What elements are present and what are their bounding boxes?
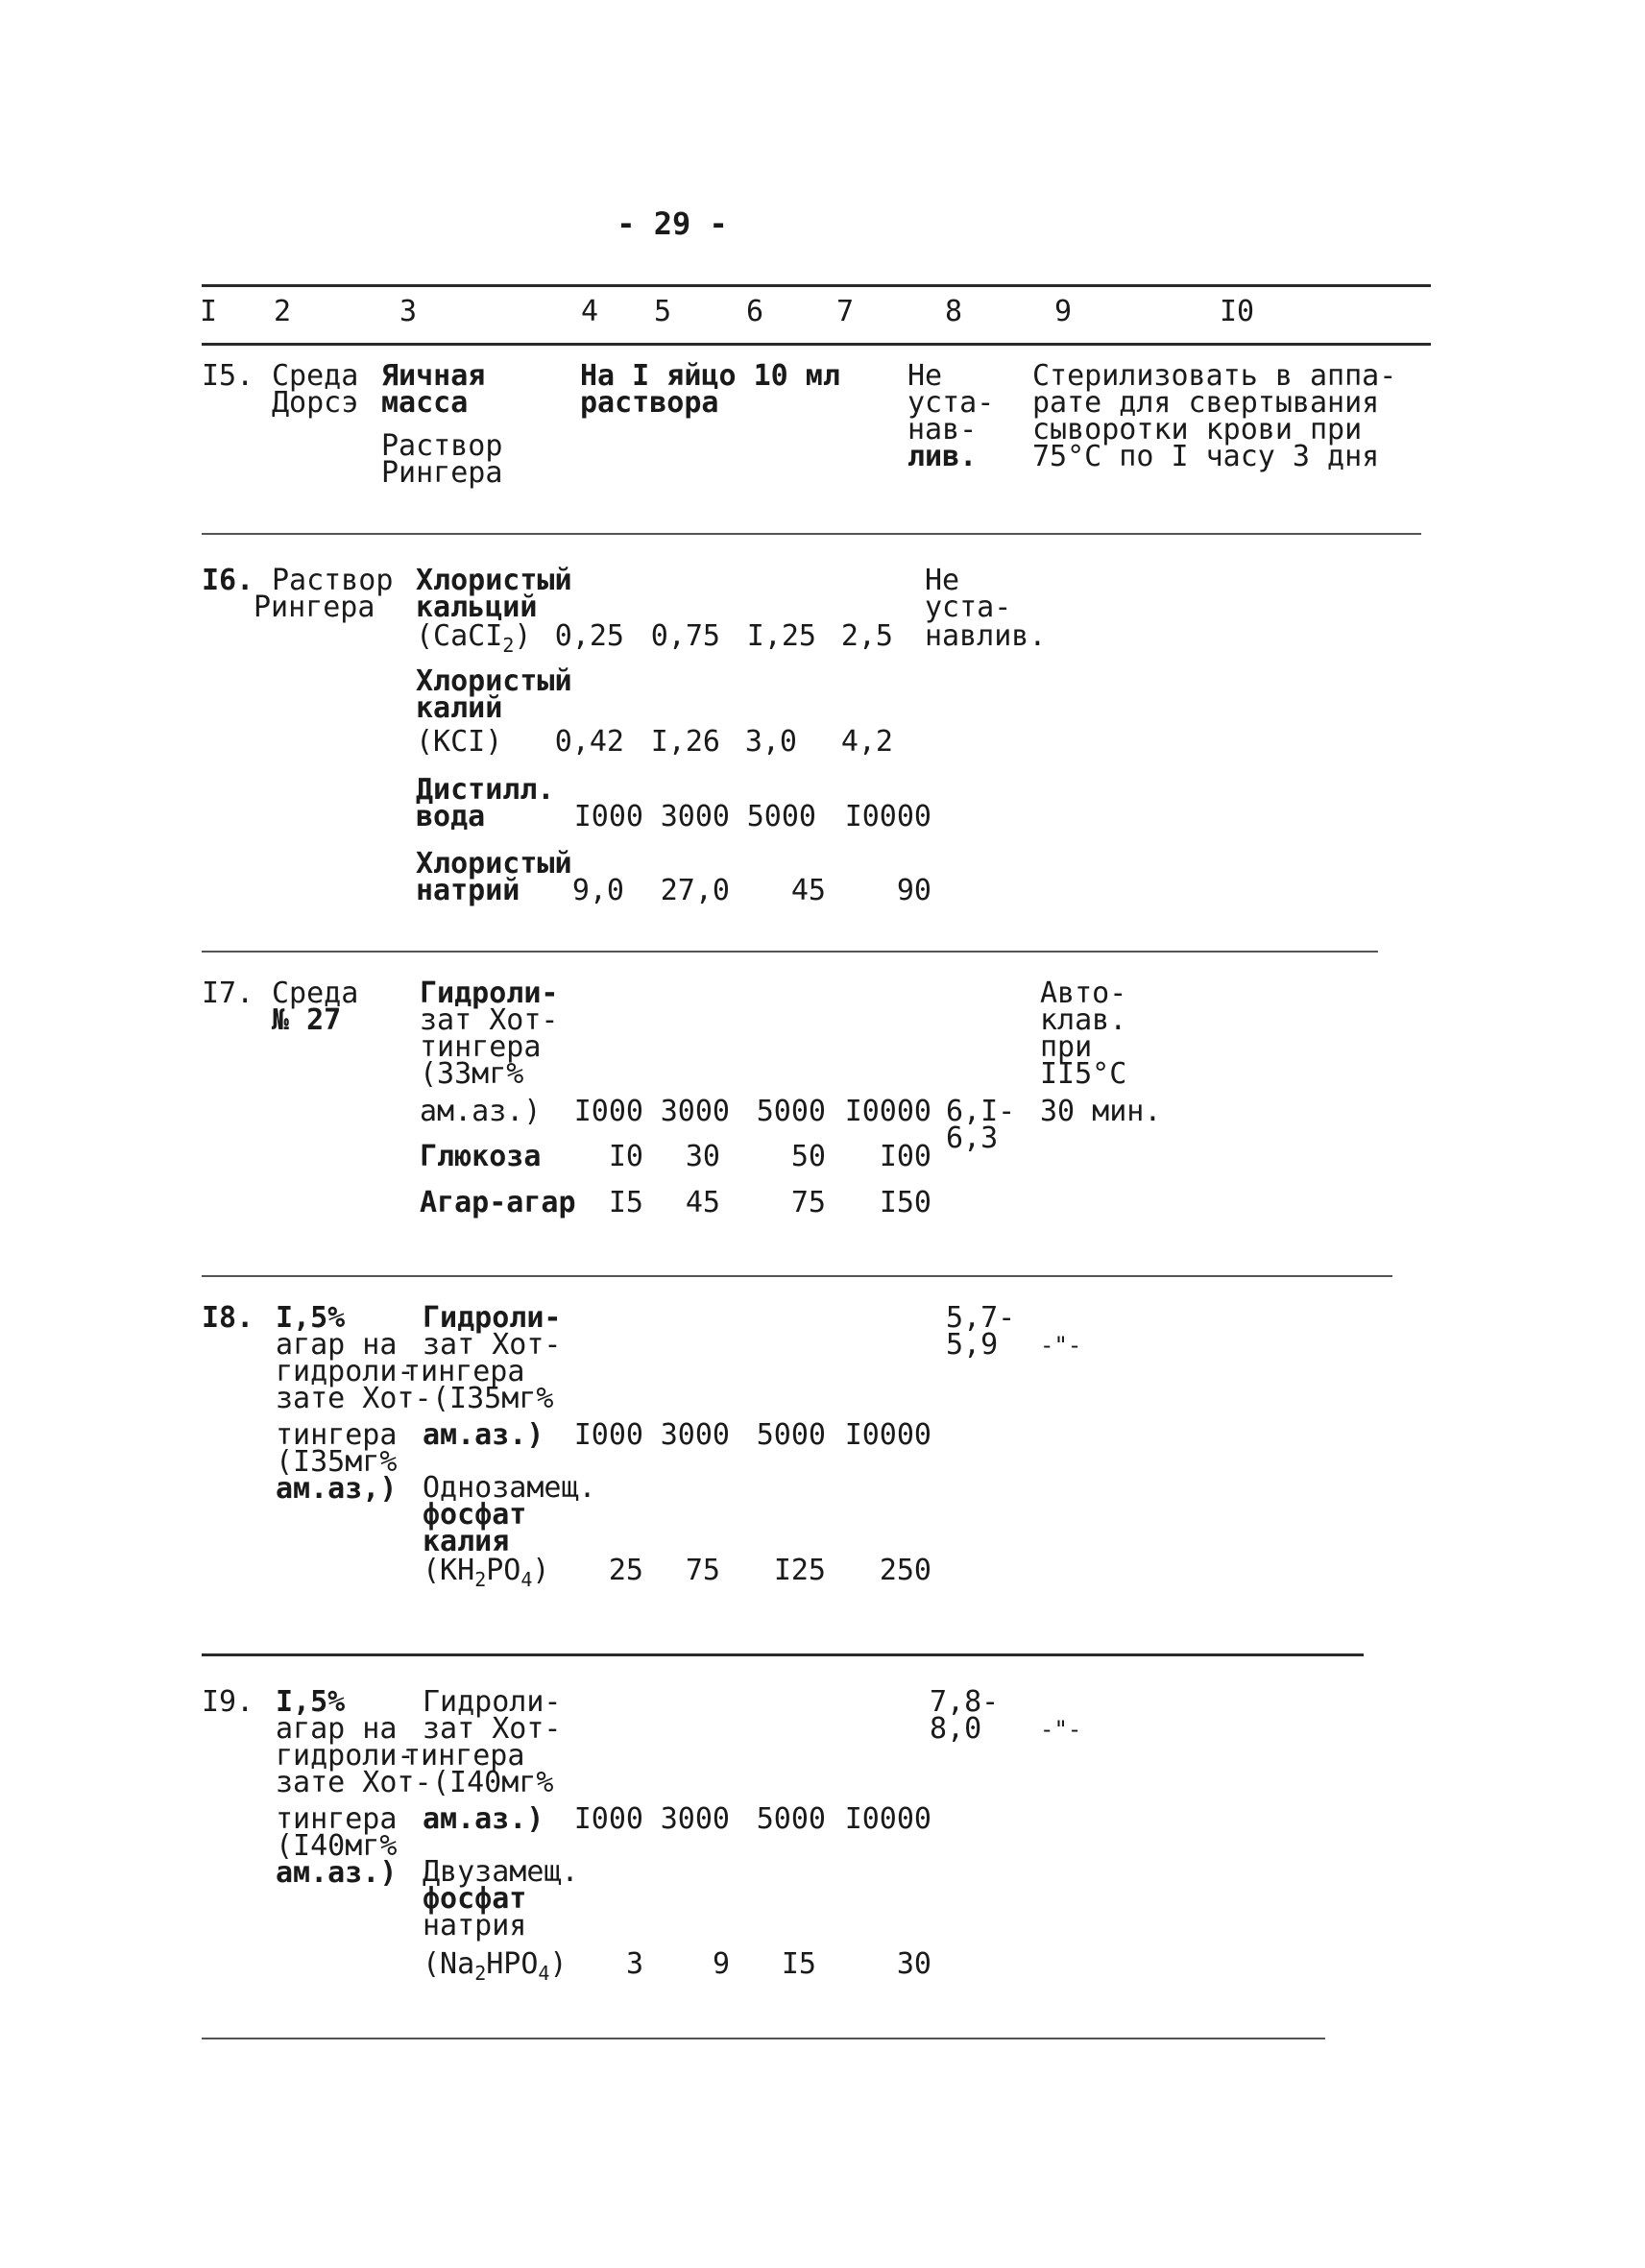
ingredient-line: (I35мг% [432,1382,554,1415]
sterilization-note: Авто- [1040,977,1127,1010]
row-divider [202,1653,1364,1656]
ingredient-formula: $(KH_2PO_4)$ [423,1554,550,1591]
amount-value: 0,75 [650,619,720,653]
ingredient-line: (I40мг% [432,1766,554,1799]
ingredient-line: натрий [416,874,520,907]
col-header: 7 [835,295,855,328]
row-number: I9. [202,1685,254,1719]
ingredient-line: Раствор [381,429,503,463]
amount-value: 3000 [660,1418,730,1452]
medium-name-line: агар на [276,1712,398,1746]
medium-name-line: Рингера [254,591,375,624]
medium-name-line: (I35мг% [276,1445,398,1479]
ingredient-line: ам.аз.) [423,1418,544,1452]
medium-name-line: № 27 [272,1003,342,1037]
row-divider [202,1275,1392,1277]
amount-value: I25 [773,1554,826,1587]
amount-value: I0 [608,1140,643,1173]
col-header: I0 [1219,295,1255,328]
amount-value: 45 [685,1186,720,1219]
amount-value: I0000 [844,1802,931,1836]
ingredient-line: Глюкоза [420,1140,542,1173]
col-header: 3 [399,295,418,328]
amount-value: 5000 [756,1802,826,1836]
ph-value: навлив. [925,619,1047,653]
amount-value: 0,42 [554,725,624,759]
medium-name-line: ам.аз,) [276,1472,398,1506]
ingredient-line: Гидроли- [423,1685,562,1719]
ingredient-line: тингера [420,1030,542,1064]
medium-name-line: Среда [272,359,359,393]
row-number: I7. [202,977,254,1010]
amount-value: I000 [573,800,643,833]
amount-value: I000 [573,1802,643,1836]
amount-value: I000 [573,1418,643,1452]
ingredient-line: Хлористый [416,847,572,881]
col-header: 4 [580,295,599,328]
amount-value: 3,0 [744,725,797,759]
ph-value: 7,8- [930,1685,1000,1719]
amount-value: I00 [879,1140,931,1173]
sterilization-note: рате для свертывания [1032,386,1380,420]
ph-value: 5,9 [946,1328,999,1362]
medium-name-line: I,5% [276,1685,346,1719]
amount-value: 2,5 [840,619,893,653]
ingredient-line: Агар-агар [420,1186,576,1219]
page-number: - 29 - [617,205,728,242]
medium-name-line: агар на [276,1328,398,1362]
medium-name-line: I,5% [276,1301,346,1335]
ph-value: уста- [925,591,1012,624]
medium-name-line: тингера [276,1802,398,1836]
ingredient-line: вода [416,800,486,833]
ingredient-line: (33мг% [420,1057,524,1091]
amount-value: 3000 [660,1802,730,1836]
header-bottom-rule [202,343,1431,346]
medium-name-line: гидроли- [276,1355,415,1388]
col-header: I [199,295,218,328]
table-bottom-rule [202,2038,1325,2039]
amount-note: раствора [580,386,719,420]
ingredient-line: фосфат [423,1498,527,1532]
sterilization-note: Стерилизовать в аппа- [1032,359,1397,393]
amount-value: 250 [879,1554,931,1587]
ingredient-line: калия [423,1525,510,1558]
ph-value: 8,0 [930,1712,982,1746]
medium-name-line: гидроли- [276,1739,415,1773]
amount-value: 75 [685,1554,720,1587]
sterilization-note: сыворотки крови при [1032,413,1363,446]
amount-value: I0000 [844,1095,931,1128]
amount-value: 30 [685,1140,720,1173]
ditto-mark: -"- [1040,1332,1082,1359]
ingredient-line: зат Хот- [420,1003,559,1037]
amount-value: 5000 [756,1418,826,1452]
ingredient-line: Рингера [381,456,503,490]
ingredient-line: Дистилл. [416,773,555,807]
col-header: 6 [745,295,764,328]
ingredient-line: Гидроли- [423,1301,562,1335]
amount-value: 45 [790,874,826,907]
row-number: I6. [202,564,254,597]
ph-value: Не [925,564,960,597]
ingredient-line: тингера [403,1739,525,1773]
ingredient-line: Хлористый [416,564,572,597]
amount-value: 90 [896,874,931,907]
col-header: 2 [273,295,292,328]
ingredient-line: Двузамещ. [423,1855,579,1889]
ingredient-line: кальций [416,591,538,624]
row-divider [202,951,1378,953]
ingredient-line: тингера [403,1355,525,1388]
medium-name-line: зате Хот- [276,1766,432,1799]
ph-value: 6,3 [946,1122,999,1155]
ph-value: нав- [907,413,978,446]
amount-value: I5 [608,1186,643,1219]
sterilization-note: 75°С по I часу 3 дня [1032,440,1380,473]
ingredient-line: Гидроли- [420,977,559,1010]
ph-value: 5,7- [946,1301,1016,1335]
sterilization-note: клав. [1040,1003,1127,1037]
medium-name-line: (I40мг% [276,1829,398,1863]
amount-value: 50 [790,1140,826,1173]
ph-value: уста- [907,386,995,420]
amount-value: I0000 [844,800,931,833]
ingredient-formula: $(Na_2HPO_4)$ [423,1947,568,1985]
col-header: 9 [1053,295,1073,328]
ingredient-line: Яичная [381,359,486,393]
ph-value: Не [907,359,943,393]
col-header: 8 [944,295,963,328]
ingredient-line: зат Хот- [423,1328,562,1362]
medium-name-line: зате Хот- [276,1382,432,1415]
medium-name-line: ам.аз.) [276,1856,398,1890]
amount-value: 3 [625,1947,643,1981]
ingredient-line: зат Хот- [423,1712,562,1746]
ingredient-line: Хлористый [416,664,572,698]
amount-value: 9,0 [571,874,624,907]
ph-value: лив. [907,440,978,473]
amount-value: 27,0 [660,874,730,907]
amount-value: 3000 [660,800,730,833]
amount-value: I000 [573,1095,643,1128]
ingredient-line: фосфат [423,1882,527,1916]
amount-value: 4,2 [840,725,893,759]
header-top-rule [202,284,1431,287]
amount-value: 75 [790,1186,826,1219]
ph-value: 6,I- [946,1095,1016,1128]
amount-value: I,26 [650,725,720,759]
amount-value: I0000 [844,1418,931,1452]
sterilization-note: II5°С [1040,1057,1127,1091]
amount-value: 5000 [756,1095,826,1128]
ingredient-line: калий [416,691,503,725]
col-header: 5 [653,295,672,328]
amount-value: 5000 [746,800,816,833]
ingredient-line: Однозамещ. [423,1471,596,1505]
ingredient-formula: (KCI) [416,725,503,759]
medium-name-line: Среда [272,977,359,1010]
amount-value: 25 [608,1554,643,1587]
ingredient-formula: (CaCI$_2$) [416,619,532,657]
amount-value: 30 [896,1947,931,1981]
amount-value: I5 [781,1947,816,1981]
amount-value: 9 [712,1947,730,1981]
amount-note: На I яйцо 10 мл [580,359,840,393]
sterilization-note: при [1040,1030,1093,1064]
amount-value: I,25 [746,619,816,653]
ingredient-line: масса [381,386,469,420]
row-number: I5. [202,359,254,393]
ingredient-line: ам.аз.) [423,1802,544,1836]
sterilization-note: 30 мин. [1040,1095,1162,1128]
ingredient-line: натрия [423,1909,527,1942]
amount-value: 3000 [660,1095,730,1128]
amount-value: 0,25 [554,619,624,653]
ingredient-line: ам.аз.) [420,1095,542,1128]
ditto-mark: -"- [1040,1716,1082,1743]
row-number: I8. [202,1301,254,1335]
medium-name-line: Раствор [272,564,394,597]
amount-value: I50 [879,1186,931,1219]
medium-name-line: Дорсэ [272,386,359,420]
row-divider [202,533,1421,535]
medium-name-line: тингера [276,1418,398,1452]
